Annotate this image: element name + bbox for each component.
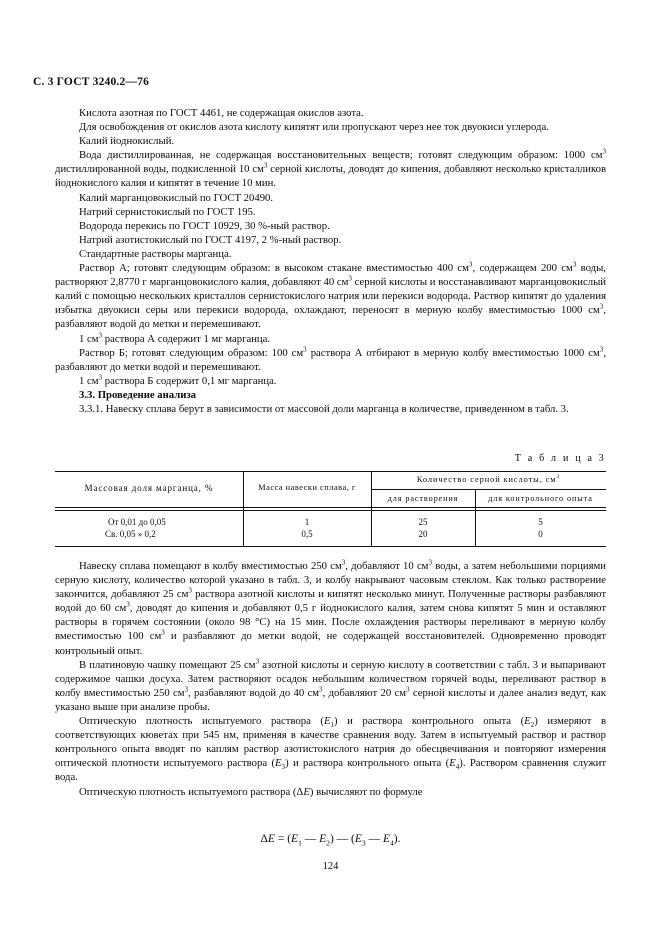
table-rule-top [55,471,606,472]
paragraph-13: 1 $см^3$ раствора Б содержит 0,1 мг марганца. [79,373,277,387]
paragraph-6: Натрий сернистокислый по ГОСТ 195. [79,205,256,218]
table-header-col4: для контрольного опыта [488,494,593,503]
table-header-col2: Масса навески сплава, г [258,483,356,492]
document-body [55,106,606,416]
paragraph-7: Водорода перекись по ГОСТ 10929, 30 %-ный раствор. [79,219,330,232]
page-header: С. 3 ГОСТ 3240.2—76 [33,76,150,88]
paragraph-11: 1 $см^3$ раствора А содержит 1 мг марганца. [79,330,271,345]
table-row-2-cell-1: Св. 0,05 » 0,2 [105,529,156,539]
paragraph-2: Для освобождения от окислов азота кислоту кипятят или пропускают через нее ток двуокиси углерода. [79,121,549,134]
paragraph-10: Раствор А; готовят следующим образом: в высоком стакане вместимостью 400 $см^3$, содержащем 200 $см^3$ воды, растворяют 2,8770 г марганцовокислого калия, добавляют 40 $см^3$ серной кислоты и восстанавливают марганцовокислый калий с помощью нескольких кристаллов сернистокислого натрия или перекиси водорода. Раствор кипятят до удаления избытка двуокиси серы или перекиси водорода, охлаждают, переносят в мерную колбу вместимостью 1000 $см^3$, разбавляют водой до метки и перемешивают. [55,260,606,331]
page-number: 124 [322,861,339,872]
formula-delta-e: $\Delta E = (E_1$ — $E_2$) — ($E_3$ — $E_4$). [260,833,401,848]
table-row-1-cell-1: От 0,01 до 0,05 [108,517,166,527]
paragraph-19: Оптическую плотность испытуемого раствора (ΔE) вычисляют по формуле [79,785,423,798]
paragraph-5: Калий марганцовокислый по ГОСТ 20490. [79,191,274,204]
paragraph-9: Стандартные растворы марганца. [79,247,232,260]
table-caption: Т а б л и ц а 3 [514,453,606,464]
paragraph-8: Натрий азотистокислый по ГОСТ 4197, 2 %-ный раствор. [79,233,342,246]
table-row-1-cell-3: 25 [418,517,428,527]
paragraph-18: Оптическую плотность испытуемого раствора $(E_1)$ и раствора контрольного опыта $(E_2)$ измеряют в соответствующих кюветах при 545 нм, применяя в качестве сравнения воду. Затем в испытуемый раствор и раствор контрольного опыта вводят по каплям раствор азотистокислого натрия до обесцвечивания и повторяют измерения оптической плотности испытуемого раствора $(E_3)$ и раствора контрольного опыта $(E_4)$. Раствором сравнения служит вода. [55,715,606,784]
table-header-group: Количество серной кислоты, $см^3$ [416,474,561,484]
table-rule-mid-a [55,507,606,508]
document-body-lower [55,559,606,799]
paragraph-1: Кислота азотная по ГОСТ 4461, не содержащая окислов азота. [79,107,364,119]
table-rule-bottom [55,546,606,547]
table-row-1-cell-4: 5 [538,517,543,527]
paragraph-4: Вода дистиллированная, не содержащая восстановительных веществ; готовят следующим образом: 1000 $см^3$ дистиллированной воды, подкисленной 10 $см^3$ серной кислоты, доводят до кипения, добавляют несколько кристалликов йоднокислого калия и кипятят в течение 10 мин. [55,147,606,190]
table-row-2-cell-4: 0 [538,529,543,539]
section-heading-3-3: 3.3. Проведение анализа [79,388,197,401]
table-rule-mid-b [55,510,606,511]
paragraph-15: 3.3.1. Навеску сплава берут в зависимости от массовой доли марганца в количестве, приведенном в табл. 3. [79,402,569,415]
table-row-2-cell-2: 0,5 [301,529,313,539]
table-header-col1: Массовая доля марганца, % [84,483,214,493]
table-row-2-cell-3: 20 [418,529,428,539]
paragraph-16: Навеску сплава помещают в колбу вместимостью 250 $см^3$, добавляют 10 $см^3$ воды, а затем небольшими порциями серную кислоту, количество которой указано в табл. 3, и колбу накрывают часовым стеклом. Как только растворение закончится, добавляют 25 $см^3$ раствора азотной кислоты и кипятят несколько минут. Полученные растворы разбавляют водой до 60 $см^3$, доводят до кипения и добавляют 0,5 г йоднокислого калия, затем снова кипятят 5 мин и оставляют растворы в горячем состоянии (около 98 °C) на 15 мин. После охлаждения растворы переливают в мерную колбу вместимостью 100 $см^3$ и разбавляют до метки водой, не содержащей восстановителей. Одновременно проводят контрольный опыт. [55,558,606,657]
table-header-col3: для растворения [387,494,459,503]
table-row-1-cell-2: 1 [304,517,310,527]
paragraph-17: В платиновую чашку помещают 25 $см^3$ азотной кислоты и серную кислоту в соответствии с табл. 3 и выпаривают содержимое чашки досуха. Затем растворяют осадок небольшим количеством горячей воды, переливают раствор в колбу вместимостью 250 $см^3$, разбавляют водой до 40 $см^3$, добавляют 20 $см^3$ серной кислоты и далее анализ ведут, как указано выше при анализе пробы. [55,657,607,713]
paragraph-12: Раствор Б; готовят следующим образом: 100 $см^3$ раствора А отбирают в мерную колбу вместимостью 1000 $см^3$, разбавляют до метки водой и перемешивают. [55,345,606,373]
table-rule-group-split [371,489,606,490]
paragraph-3: Калий йоднокислый. [79,135,175,148]
